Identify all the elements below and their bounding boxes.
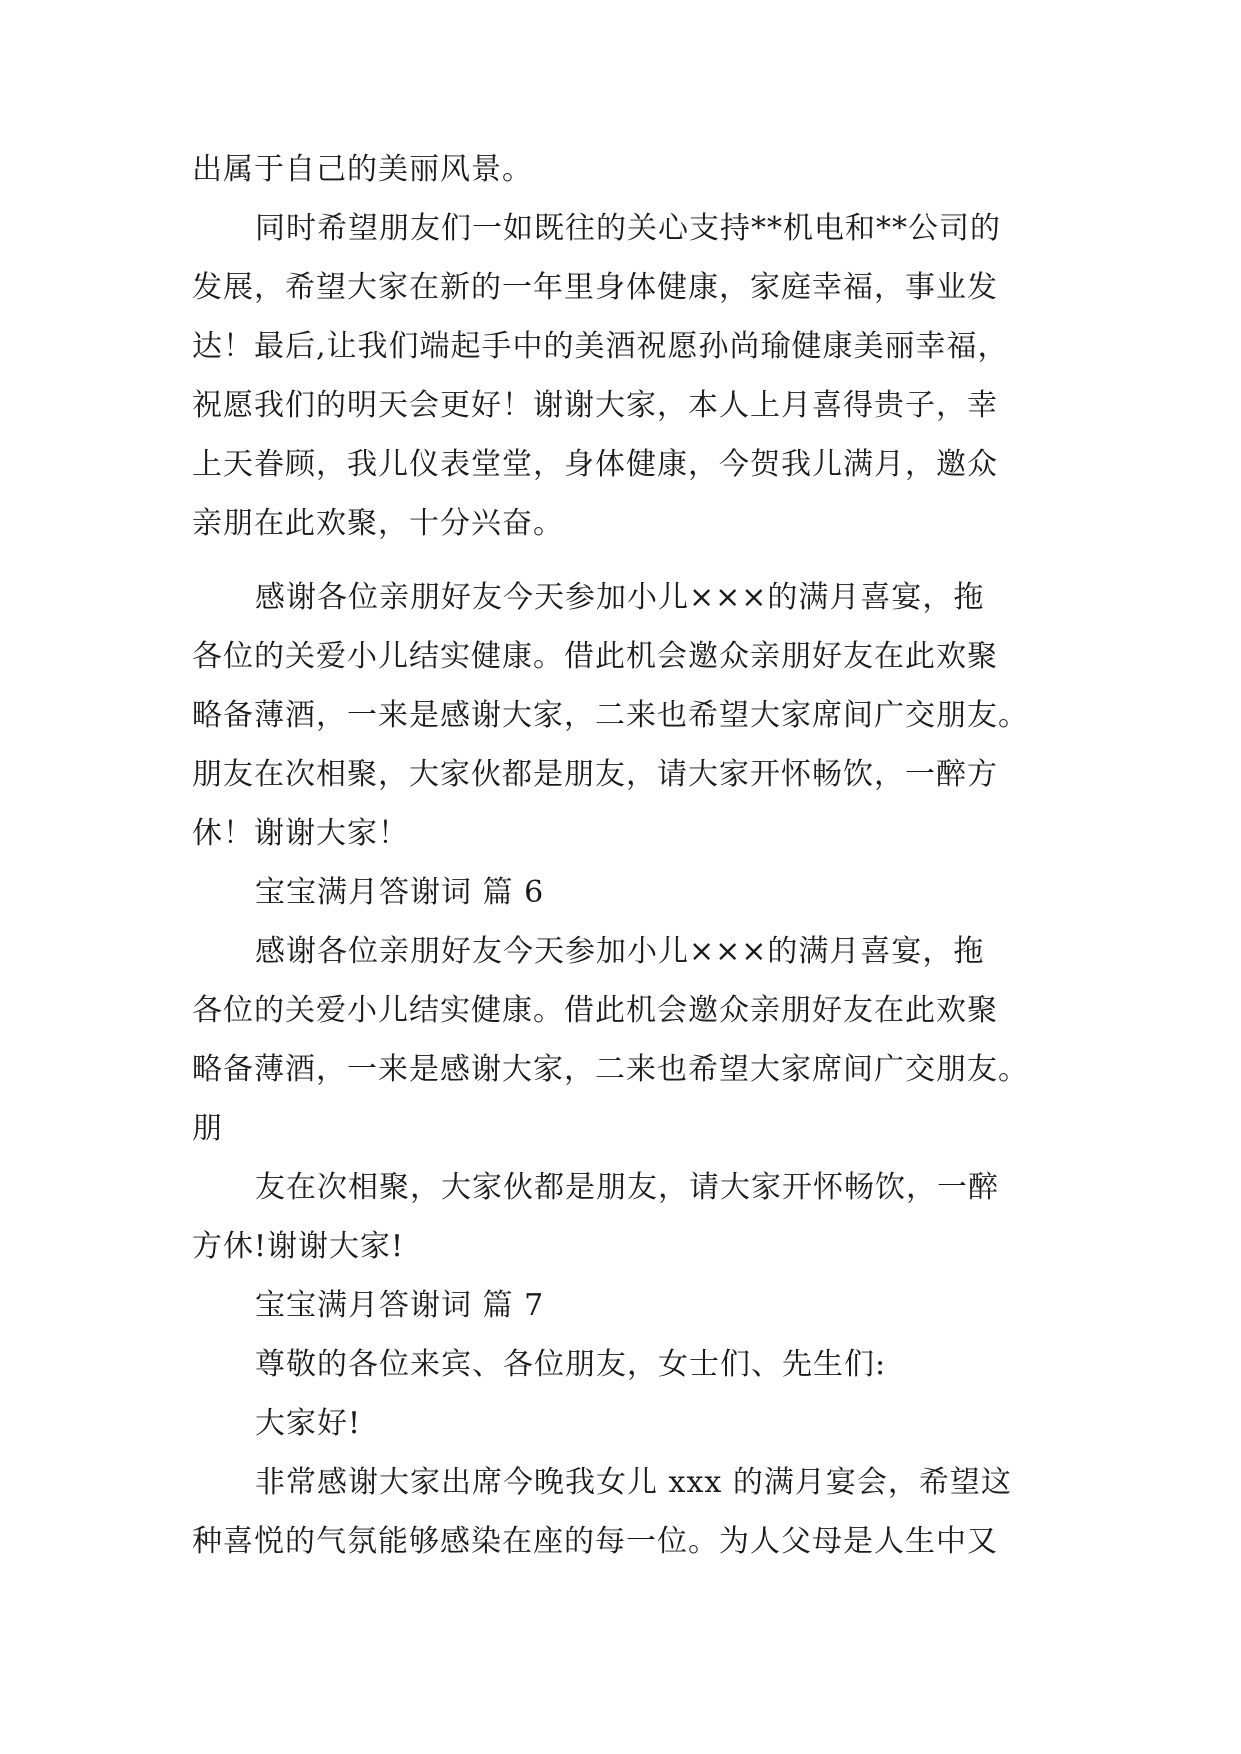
text-line: 亲朋在此欢聚，十分兴奋。 bbox=[192, 506, 564, 541]
text-line: 略备薄酒，一来是感谢大家，二来也希望大家席间广交朋友。 bbox=[192, 698, 1029, 733]
text-line: 祝愿我们的明天会更好！谢谢大家，本人上月喜得贵子，幸 bbox=[192, 388, 998, 423]
text-line: 种喜悦的气氛能够感染在座的每一位。为人父母是人生中又 bbox=[192, 1524, 998, 1559]
text-line: 友在次相聚，大家伙都是朋友，请大家开怀畅饮，一醉 bbox=[255, 1170, 999, 1205]
text-line: 发展，希望大家在新的一年里身体健康，家庭幸福，事业发 bbox=[192, 270, 998, 305]
text-line: 休！谢谢大家！ bbox=[192, 816, 409, 851]
section-heading: 宝宝满月答谢词 篇 7 bbox=[255, 1288, 545, 1323]
text-line: 各位的关爱小儿结实健康。借此机会邀众亲朋好友在此欢聚 bbox=[192, 993, 998, 1028]
text-line: 朋友在次相聚，大家伙都是朋友，请大家开怀畅饮，一醉方 bbox=[192, 757, 998, 792]
text-line: 感谢各位亲朋好友今天参加小儿×××的满月喜宴，拖 bbox=[255, 934, 985, 969]
text-line: 非常感谢大家出席今晚我女儿 xxx 的满月宴会，希望这 bbox=[255, 1465, 1012, 1500]
text-line: 略备薄酒，一来是感谢大家，二来也希望大家席间广交朋友。 bbox=[192, 1052, 1029, 1087]
text-line: 大家好! bbox=[255, 1406, 362, 1441]
text-line: 尊敬的各位来宾、各位朋友，女士们、先生们: bbox=[255, 1347, 887, 1382]
text-line: 方休!谢谢大家! bbox=[192, 1229, 405, 1264]
text-line: 同时希望朋友们一如既往的关心支持**机电和**公司的 bbox=[255, 211, 1001, 246]
section-heading: 宝宝满月答谢词 篇 6 bbox=[255, 875, 545, 910]
text-line: 各位的关爱小儿结实健康。借此机会邀众亲朋好友在此欢聚 bbox=[192, 639, 998, 674]
text-line: 上天眷顾，我儿仪表堂堂，身体健康，今贺我儿满月，邀众 bbox=[192, 447, 998, 482]
text-line: 朋 bbox=[192, 1111, 223, 1146]
text-line: 出属于自己的美丽风景。 bbox=[192, 152, 533, 187]
text-line: 达！最后,让我们端起手中的美酒祝愿孙尚瑜健康美丽幸福， bbox=[192, 329, 1009, 364]
text-line: 感谢各位亲朋好友今天参加小儿×××的满月喜宴，拖 bbox=[255, 580, 985, 615]
